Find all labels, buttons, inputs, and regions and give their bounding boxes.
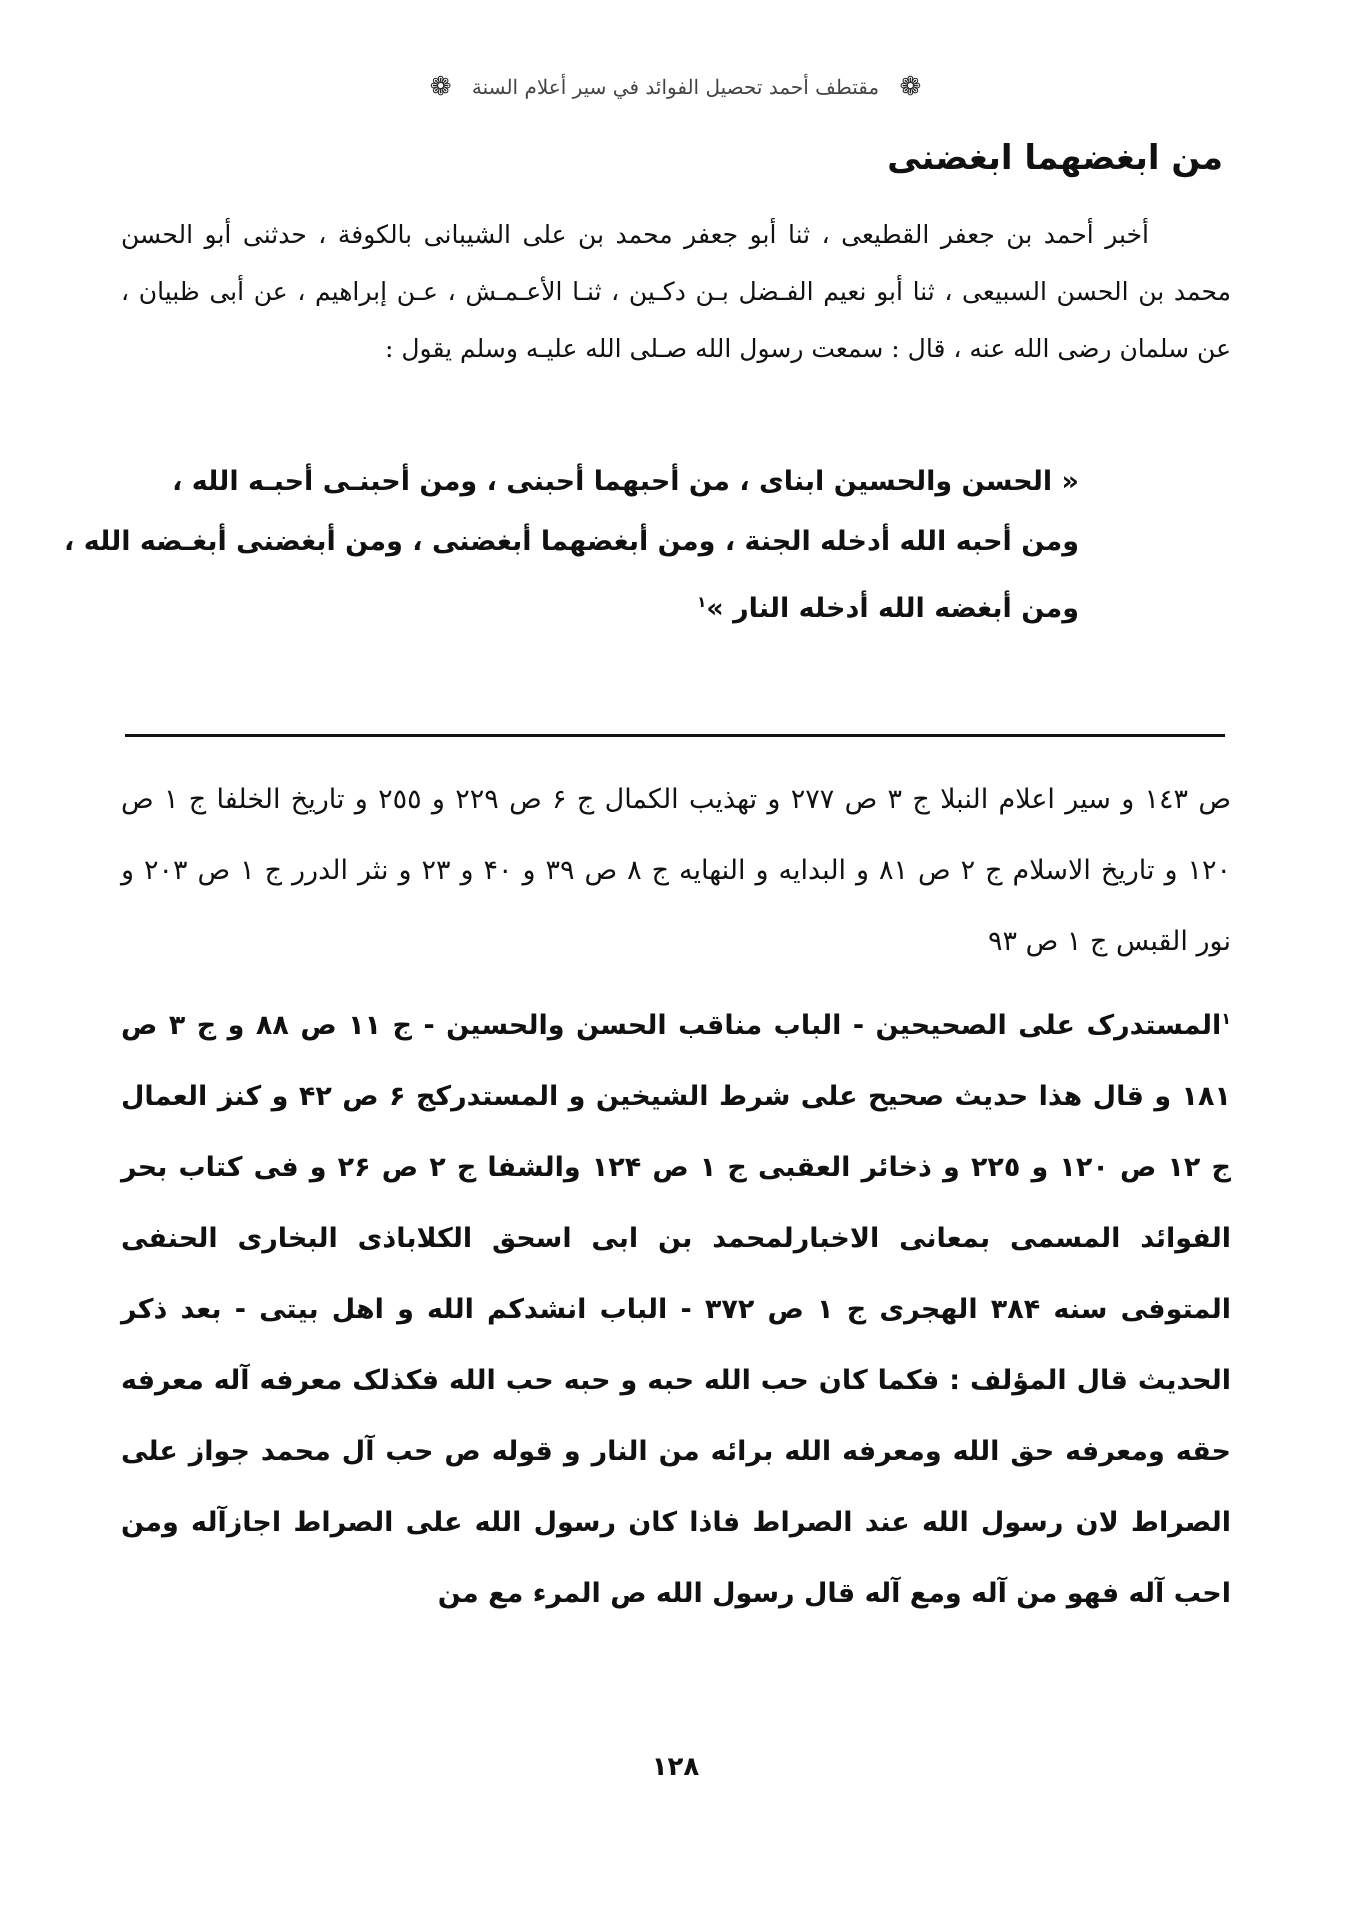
isnad-text: أخبر أحمد بن جعفر القطيعى ، ثنا أبو جعفر محمد بن على الشيبانى بالكوفة ، حدثنى أبو الحسن محمد بن الحسن السبيعى ، ثنا أبو نعيم الفـضل بـن دكـين ، ثنـا الأعـمـش ، عـن إبراهيم ، عن أبى ظبيان ، عن سلمان رضى الله عنه ، قال : سمعت رسول الله صـلى الله عليـه وسلم يقول : <box>121 220 1231 363</box>
hadith-line-3-text: ومن أبغضه الله أدخله النار » <box>706 593 1079 624</box>
hadith-footnote-mark: ١ <box>697 593 707 611</box>
hadith-block <box>64 452 1079 639</box>
header-ornament-right: ❁ <box>899 72 922 102</box>
hadith-line-3 <box>119 572 1079 639</box>
hadith-line-1: « الحسن والحسين ابناى ، من أحبهما أحبنى ، ومن أحبنـى أحبـه الله ، <box>172 466 1079 497</box>
page-number: ١٢٨ <box>651 1752 700 1782</box>
header-ornament-left: ❁ <box>429 72 452 102</box>
footnote-1-mark: ١ <box>1221 1009 1231 1028</box>
isnad-paragraph <box>121 206 1231 377</box>
footnote-1-text: المستدرک علی الصحیحین - الباب مناقب الحسن والحسين - ج ١١ ص ٨٨ و ج ٣ ص ١٨١ و قال هذا حديث صحيح على شرط الشيخين و المستدرکج ۶ ص ۴٢ و كنز العمال ج ١٢ ص ١٢٠ و ٢٢٥ و ذخائر العقبى ج ١ ص ١٢۴ والشفا ج ٢ ص ٢۶ و فی کتاب بحر الفوائد المسمی بمعانی الاخبارلمحمد بن ابی اسحق الکلاباذی البخاری الحنفی المتوفی سنه ٣٨۴ الهجری ج ١ ص ٣٧٢ - الباب انشدکم الله و اهل بیتی - بعد ذکر الحدیث قال المؤلف : فکما کان حب الله حبه و حبه حب الله فکذلک معرفه آله معرفه حقه ومعرفه حق الله ومعرفه الله برائه من النار و قوله ص حب آل محمد جواز علی الصراط لان رسول الله عند الصراط فاذا کان رسول الله علی الصراط اجازآله ومن احب آله فهو من آله ومع آله قال رسول الله ص المرء مع من <box>121 1010 1232 1609</box>
section-title: من ابغضهما ابغضنی <box>887 138 1223 178</box>
footnote-divider <box>125 734 1225 737</box>
hadith-line-2: ومن أحبه الله أدخله الجنة ، ومن أبغضهما أبغضنى ، ومن أبغضنى أبغـضه الله ، <box>64 526 1079 557</box>
running-header <box>0 72 1351 102</box>
footnotes-area <box>121 764 1231 1629</box>
footnote-1 <box>121 983 1231 1629</box>
footnote-continuation: ص ١٤٣ و سير اعلام النبلا ج ٣ ص ٢٧٧ و تهذيب الكمال ج ۶ ص ٢٢٩ و ٢٥٥ و تاريخ الخلفا ج ١ ص ١٢٠ و تاريخ الاسلام ج ٢ ص ٨١ و البدايه و النهايه ج ٨ ص ٣٩ و ۴٠ و ٢٣ و نثر الدرر ج ١ ص ٢٠٣ و نور القبس ج ١ ص ٩٣ <box>121 784 1232 957</box>
running-title: مقتطف أحمد تحصيل الفوائد في سير أعلام السنة <box>471 75 880 99</box>
